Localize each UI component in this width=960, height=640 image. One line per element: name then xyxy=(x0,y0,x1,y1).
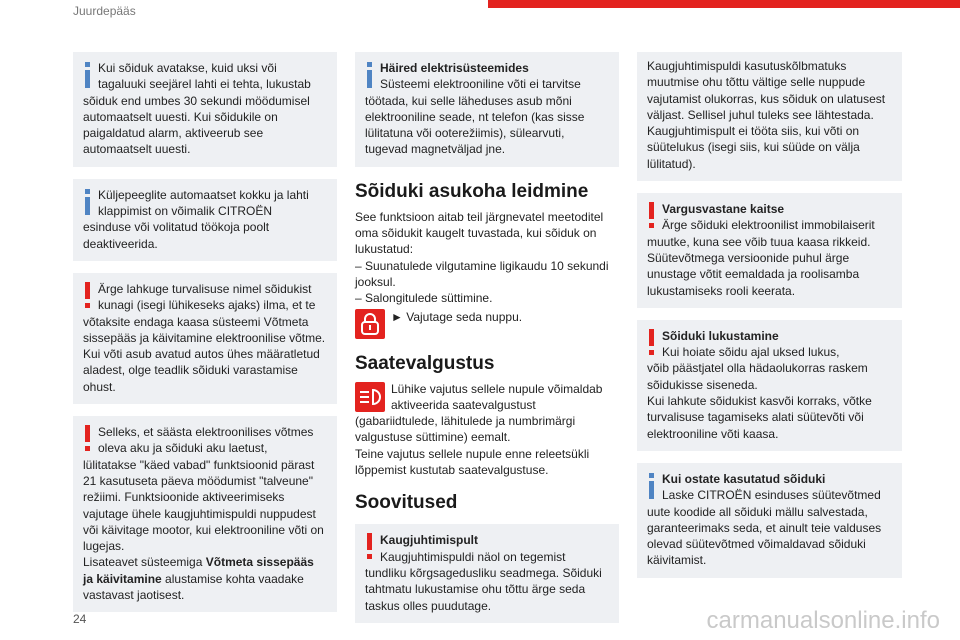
heading-locate-vehicle: Sõiduki asukoha leidmine xyxy=(355,180,589,202)
line: aladest, olge teadlik sõiduki varastamise xyxy=(83,363,298,378)
section-title: Juurdepääs xyxy=(73,4,136,18)
line: automaatselt uuesti. xyxy=(83,142,191,157)
line: esinduse või volitatud töökoja poolt xyxy=(83,220,270,235)
line: režiimi. Funktsioonide aktiveerimiseks xyxy=(83,490,285,505)
line: unustage võtit eemaldada ja roolisamba xyxy=(647,267,860,282)
line: – Suunatulede vilgutamine ligikaudu 10 sekundi xyxy=(355,258,609,273)
line: Lühike vajutus sellele nupule võimaldab xyxy=(391,381,603,396)
box-title: Vargusvastane kaitse xyxy=(662,202,785,217)
reference-link: Võtmeta sissepääs xyxy=(205,555,314,570)
line: 21 kasutuseta päeva möödumist "talveune" xyxy=(83,473,313,488)
line: aktiveerida saatevalgustust xyxy=(391,397,536,412)
line: töötada, kui selle läheduses asub mõni xyxy=(365,93,572,108)
warning-icon xyxy=(645,329,658,357)
line: See funktsioon aitab teil järgnevatel meetoditel xyxy=(355,209,604,224)
info-icon xyxy=(645,471,658,499)
line: Kaugjuhtimispuldi näol on tegemist xyxy=(380,549,566,564)
line: Teine vajutus sellele nupule enne releetsükli xyxy=(355,446,590,461)
line: ohust. xyxy=(83,379,116,394)
warning-box-battery xyxy=(73,416,337,612)
warning-box-key xyxy=(73,273,337,404)
column-2 xyxy=(355,52,619,635)
line: (gabariidtulede, lähitulede ja numbrimärgi xyxy=(355,414,576,429)
line: – Salongitulede süttimine. xyxy=(355,291,493,306)
line: muutke, kuna see võib tuua kaasa rikkeid. xyxy=(647,234,871,249)
line: Kui sõiduk avatakse, kuid uksi või xyxy=(98,61,277,75)
line: Selleks, et säästa elektroonilises võtmes xyxy=(98,425,314,440)
line: Kaugjuhtimispuldi kasutuskõlbmatuks xyxy=(647,59,847,73)
warning-box-locking xyxy=(637,320,902,451)
warning-icon xyxy=(645,202,658,230)
box-title: Kui ostate kasutatud sõiduki xyxy=(662,471,826,486)
line: Süütevõtmega versioonide puhul ärge xyxy=(647,250,850,265)
watermark: carmanualsonline.info xyxy=(706,607,940,634)
locate-action xyxy=(355,309,619,339)
line: lukustatud: xyxy=(355,242,414,257)
line: Kui võti asub avatud autos ühes määratletud xyxy=(83,347,320,362)
line: väljast. Sellisel juhul tuleks see lähtestada. xyxy=(647,107,874,122)
line: tahtmatu lukustamise ohu tõttu ärge seda xyxy=(365,582,586,597)
line: sõidukisse siseneda. xyxy=(647,377,758,392)
text: Lisateavet süsteemiga xyxy=(83,555,206,570)
line: tagaluuki seejärel lahti ei tehta, lukustab xyxy=(98,77,311,92)
heading-advice: Soovitused xyxy=(355,492,458,514)
line: garanteerimaks seda, et ainult teie valduses xyxy=(647,520,882,535)
reference-line xyxy=(83,571,327,587)
line: süütelukus (isegi siis, kui süüde on välja xyxy=(647,140,860,155)
line: oleva aku ja sõiduki aku laetust, xyxy=(98,441,268,456)
warning-box-remote xyxy=(355,524,619,622)
box-title: Kaugjuhtimispult xyxy=(380,533,478,548)
text: alustamise kohta vaadake xyxy=(161,571,304,586)
line: lukustamiseks rooli keerata. xyxy=(647,283,796,298)
line: Küljepeeglite automaatset kokku ja lahti xyxy=(98,187,309,202)
headlamp-button-icon xyxy=(355,382,385,412)
line: muutmise ohu tõttu vältige selle nuppude xyxy=(647,75,866,90)
line: jooksul. xyxy=(355,274,396,289)
line: klappimist on võimalik CITROËN xyxy=(98,204,273,219)
line: paigaldatud alarm, aktiveerub see xyxy=(83,126,264,141)
line: elektrooniline seade, nt telefon (kas sisse xyxy=(365,109,585,124)
info-icon xyxy=(81,60,94,88)
line: tugevad magnetväljad jne. xyxy=(365,142,506,157)
line: sõiduk end umbes 30 sekundi möödumisel xyxy=(83,93,310,108)
warning-box-antitheft xyxy=(637,193,902,308)
line: vajutamist olukorras, kus sõiduk on ulatusest xyxy=(647,91,886,106)
padlock-button-icon xyxy=(355,309,385,339)
line: taskus olles puudutage. xyxy=(365,598,492,613)
line: vastavast jaotisest. xyxy=(83,588,185,603)
heading-escort-lighting: Saatevalgustus xyxy=(355,352,495,374)
line: Kui hoiate sõidu ajal uksed lukus, xyxy=(662,345,840,360)
tip-box-relock xyxy=(73,52,337,167)
line: automaatselt uuesti. Kui sõidukile on xyxy=(83,109,278,124)
action-text: ► Vajutage seda nuppu. xyxy=(391,309,523,324)
line: sissepääs ja käivitamine elektroonilise võtme. xyxy=(83,330,326,345)
info-icon xyxy=(81,187,94,215)
line: Ärge lahkuge turvalisuse nimel sõidukist xyxy=(98,281,312,296)
line: vajutage ühele kaugjuhtimispuldi nuppudest xyxy=(83,506,316,521)
warning-icon xyxy=(81,425,94,453)
line: Ärge sõiduki elektroonilist immobilaiserit xyxy=(662,218,875,233)
line: lõppemist kustutab saatevalgustuse. xyxy=(355,463,549,478)
tip-box-used-vehicle xyxy=(637,463,902,578)
reference-link: ja käivitamine xyxy=(83,571,162,586)
line: uute koodide all sõiduki mällu salvestada, xyxy=(647,504,868,519)
line: võtaksite endaga kaasa süsteemi Võtmeta xyxy=(83,314,309,329)
box-title: Häired elektrisüsteemides xyxy=(380,61,529,75)
warning-icon xyxy=(81,282,94,310)
line: Kaugjuhtimispult ei tööta siis, kui võti on xyxy=(647,124,860,139)
tip-box-mirrors xyxy=(73,179,337,261)
line: kunagi (isegi lühikeseks ajaks) ilma, et te xyxy=(98,298,316,313)
column-3 xyxy=(637,52,902,590)
column-1 xyxy=(73,52,337,624)
tip-box-interference xyxy=(355,52,619,167)
line: võib päästjatel olla hädaolukorras raskem xyxy=(647,361,868,376)
page-number: 24 xyxy=(73,612,87,626)
line: lülitatakse "käed vabad" funktsioonid pärast xyxy=(83,457,315,472)
line: Kui lahkute sõidukist kasvõi korraks, võtke xyxy=(647,394,872,409)
line: turvalisuse tagamiseks alati süütevõti või xyxy=(647,410,864,425)
line: Laske CITROËN esinduses süütevõtmed xyxy=(662,488,881,503)
line: Süsteemi elektrooniline võti ei tarvitse xyxy=(380,77,581,92)
line: valgustuse süttimine) eemalt. xyxy=(355,430,511,445)
continued-box-remote xyxy=(637,52,902,181)
line: lugejas. xyxy=(83,539,125,554)
line: lülitatud). xyxy=(647,156,696,171)
line: elektrooniline võti kaasa. xyxy=(647,426,779,441)
header-accent-bar xyxy=(488,0,960,8)
line: käivitamist. xyxy=(647,553,707,568)
reference-line xyxy=(83,554,327,570)
line: oma sõidukit kaugelt tuvastada, kui sõiduk on xyxy=(355,226,597,241)
warning-icon xyxy=(363,533,376,561)
locate-text xyxy=(355,209,619,307)
line: tundliku kõrgsagedusliku seadmega. Sõiduki xyxy=(365,565,602,580)
escort-text xyxy=(355,381,619,479)
line: olevad süütevõtmed võimaldavad sõiduki xyxy=(647,537,866,552)
box-title: Sõiduki lukustamine xyxy=(662,328,779,343)
line: või käivitage mootor, kui elektrooniline võti on xyxy=(83,522,324,537)
line: lülitatuna või ooterežiimis), sülearvuti, xyxy=(365,126,565,141)
line: deaktiveerida. xyxy=(83,236,158,251)
info-icon xyxy=(363,60,376,88)
